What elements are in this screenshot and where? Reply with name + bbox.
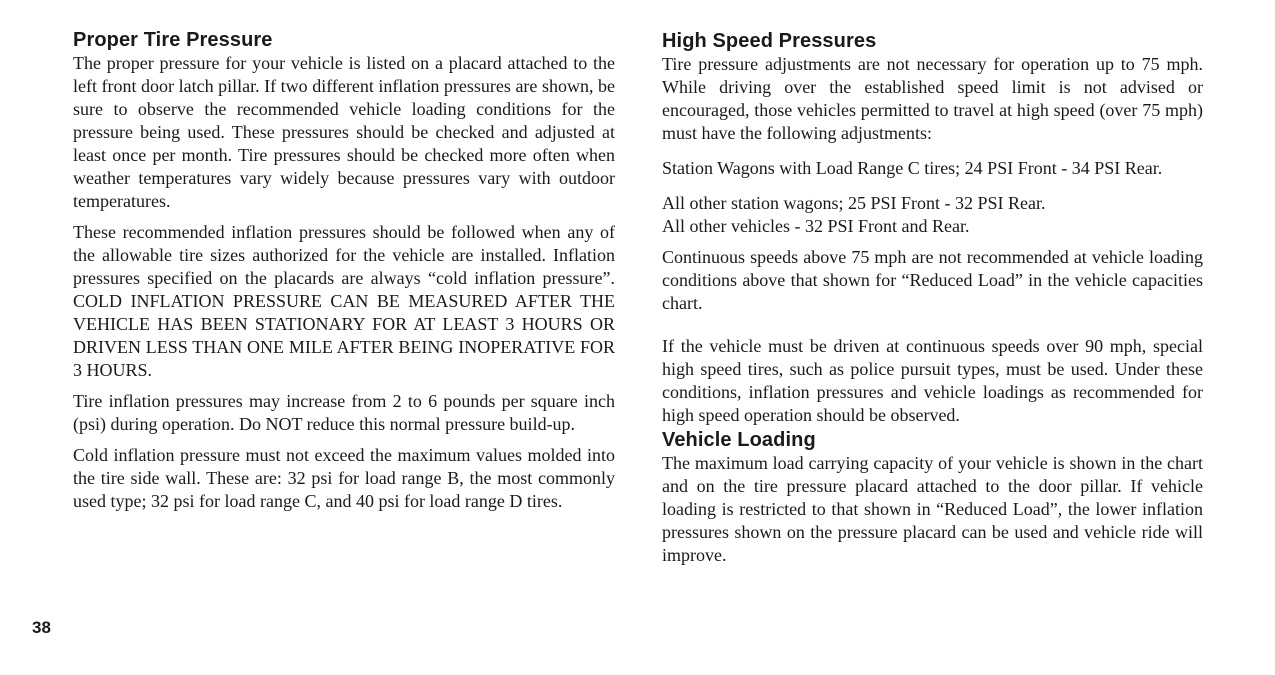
paragraph-high-speed-intro: Tire pressure adjustments are not necessary for operation up to 75 mph. While driving over the established speed limit is not advised or encouraged, those vehicles permitted to travel at high speed (over 75 mph) must have the following adjustments: xyxy=(662,54,1203,143)
paragraph-vehicle-loading: The maximum load carrying capacity of your vehicle is shown in the chart and on the tire pressure placard attached to the door pillar. If vehicle loading is restricted to that shown in “Reduced Load”, the lower inflation pressures shown on the pressure placard can be used and vehicle ride will improve. xyxy=(662,453,1203,565)
section-heading-proper-tire-pressure: Proper Tire Pressure xyxy=(73,29,273,51)
paragraph-max-values: Cold inflation pressure must not exceed the maximum values molded into the tire side wall. These are: 32 psi for load range B, the most commonly used type; 32 psi for load range C, and 40 psi for load range D tires. xyxy=(73,445,615,511)
paragraph-station-wagons: Station Wagons with Load Range C tires; 24 PSI Front - 34 PSI Rear. xyxy=(662,158,1163,178)
paragraph-other-station-wagons: All other station wagons; 25 PSI Front - 32 PSI Rear. xyxy=(662,193,1046,213)
right-column xyxy=(662,28,1203,567)
paragraph-placard-location: The proper pressure for your vehicle is listed on a placard attached to the left front door latch pillar. If two different inflation pressures are shown, be sure to observe the recommended vehicle loading conditions for the pressure being used. These pressures should be checked and adjusted at least once per month. Tire pressures should be checked more often when weather temperatures vary widely because pressures vary with outdoor temperatures. xyxy=(73,53,615,211)
paragraph-cold-inflation: These recommended inflation pressures should be followed when any of the allowable tire sizes authorized for the vehicle are installed. Inflation pressures specified on the placards are always “cold inflation pressure”. COLD INFLATION PRESSURE CAN BE MEASURED AFTER THE VEHICLE HAS BEEN STATIONARY FOR AT LEAST 3 HOURS OR DRIVEN LESS THAN ONE MILE AFTER BEING INOPERATIVE FOR 3 HOURS. xyxy=(73,222,615,380)
section-heading-vehicle-loading: Vehicle Loading xyxy=(662,429,816,451)
page-number: 38 xyxy=(32,618,51,637)
paragraph-high-speed-tires: If the vehicle must be driven at continuous speeds over 90 mph, special high speed tires, such as police pursuit types, must be used. Under these conditions, inflation pressures and vehicle loadings as recommended for high speed operation should be observed. xyxy=(662,336,1203,425)
left-column xyxy=(73,28,615,513)
section-heading-high-speed-pressures: High Speed Pressures xyxy=(662,30,877,52)
paragraph-continuous-speeds: Continuous speeds above 75 mph are not recommended at vehicle loading conditions above that shown for “Reduced Load” in the vehicle capacities chart. xyxy=(662,247,1203,313)
paragraph-other-vehicles: All other vehicles - 32 PSI Front and Rear. xyxy=(662,216,970,236)
paragraph-pressure-increase: Tire inflation pressures may increase from 2 to 6 pounds per square inch (psi) during operation. Do NOT reduce this normal pressure build-up. xyxy=(73,391,615,434)
